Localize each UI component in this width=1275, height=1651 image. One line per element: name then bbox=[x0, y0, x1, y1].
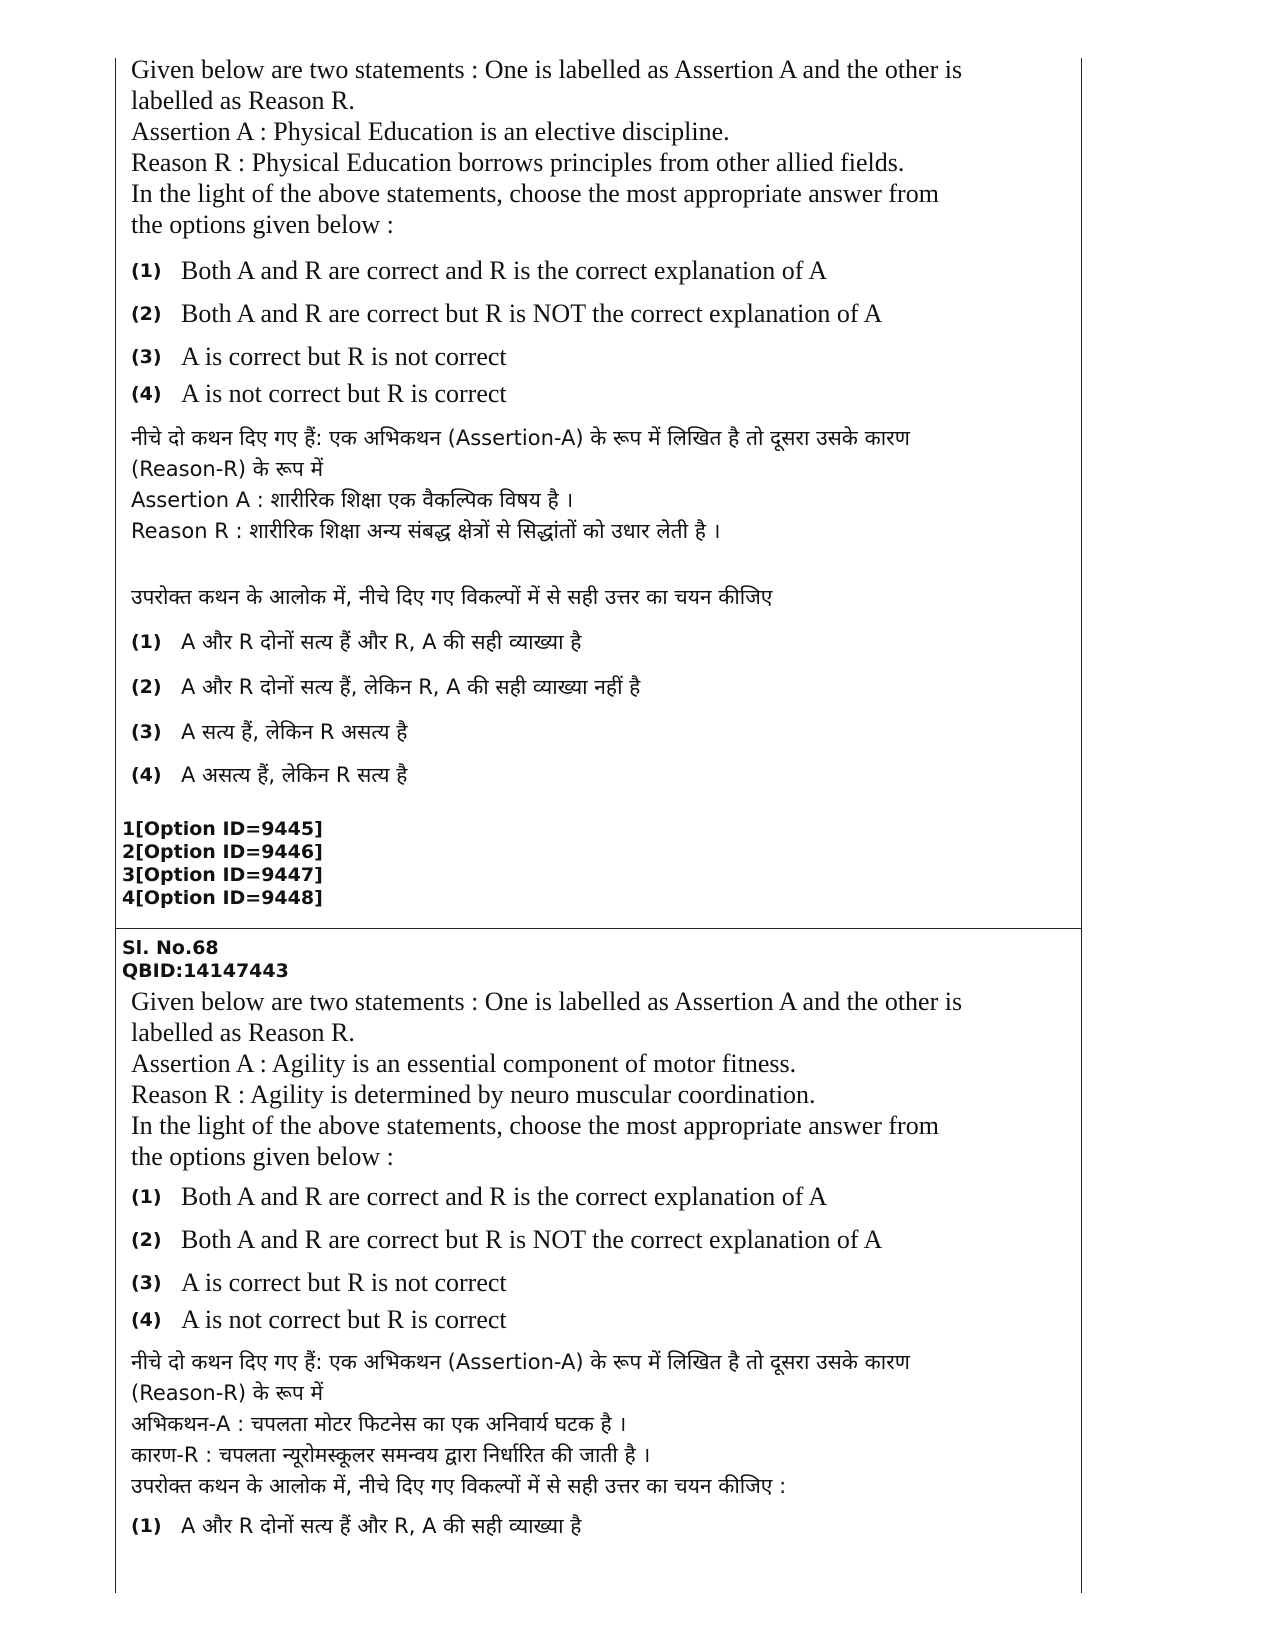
option-number: (3) bbox=[131, 346, 162, 368]
stem-line: Reason R : Agility is determined by neuro muscular coordination. bbox=[131, 1080, 816, 1109]
q67-en-option-1 bbox=[131, 256, 827, 286]
option-number: (1) bbox=[131, 260, 162, 282]
option-id: 3[Option ID=9447] bbox=[122, 864, 323, 886]
stem-line: In the light of the above statements, choose the most appropriate answer from bbox=[131, 1111, 939, 1140]
option-text: A सत्य हैं, लेकिन R असत्य है bbox=[181, 720, 408, 744]
q67-option-ids bbox=[122, 818, 323, 910]
stem-line: Assertion A : Agility is an essential component of motor fitness. bbox=[131, 1049, 797, 1078]
stem-line: Assertion A : Physical Education is an elective discipline. bbox=[131, 117, 730, 146]
q67-hi-option-3 bbox=[131, 718, 407, 746]
option-text: Both A and R are correct but R is NOT the correct explanation of A bbox=[181, 1225, 883, 1254]
option-text: Both A and R are correct and R is the correct explanation of A bbox=[181, 1182, 828, 1211]
stem-line: Given below are two statements : One is labelled as Assertion A and the other is bbox=[131, 987, 963, 1016]
option-number: (1) bbox=[131, 1186, 162, 1208]
question-divider bbox=[115, 928, 1082, 929]
option-number: (3) bbox=[131, 1272, 162, 1294]
option-number: (2) bbox=[131, 303, 162, 325]
option-text: A असत्य हैं, लेकिन R सत्य है bbox=[181, 763, 408, 787]
stem-line: Given below are two statements : One is labelled as Assertion A and the other is bbox=[131, 55, 963, 84]
option-text: Both A and R are correct but R is NOT the correct explanation of A bbox=[181, 299, 883, 328]
stem-line: नीचे दो कथन दिए गए हैं: एक अभिकथन (Assertion-A) के रूप में लिखित है तो दूसरा उसके कारण bbox=[131, 1350, 910, 1374]
option-text: A is not correct but R is correct bbox=[181, 379, 507, 408]
option-id: 2[Option ID=9446] bbox=[122, 841, 323, 863]
option-text: Both A and R are correct and R is the correct explanation of A bbox=[181, 256, 828, 285]
stem-line: labelled as Reason R. bbox=[131, 1018, 355, 1047]
q68-en-option-2 bbox=[131, 1225, 882, 1255]
q67-en-option-4 bbox=[131, 379, 507, 409]
q68-en-option-1 bbox=[131, 1182, 827, 1212]
stem-line: the options given below : bbox=[131, 210, 394, 239]
option-number: (2) bbox=[131, 676, 162, 698]
stem-line: (Reason-R) के रूप में bbox=[131, 457, 324, 481]
instruction-line: उपरोक्त कथन के आलोक में, नीचे दिए गए विकल्पों में से सही उत्तर का चयन कीजिए bbox=[131, 585, 773, 609]
stem-line: कारण-R : चपलता न्यूरोमस्कूलर समन्वय द्वारा निर्धारित की जाती है । bbox=[131, 1443, 651, 1467]
stem-line: Assertion A : शारीरिक शिक्षा एक वैकल्पिक विषय है । bbox=[131, 488, 574, 512]
option-text: A और R दोनों सत्य हैं, लेकिन R, A की सही व्याख्या नहीं है bbox=[181, 675, 641, 699]
stem-line: the options given below : bbox=[131, 1142, 394, 1171]
option-text: A और R दोनों सत्य हैं और R, A की सही व्याख्या है bbox=[181, 630, 582, 654]
stem-line: In the light of the above statements, choose the most appropriate answer from bbox=[131, 179, 939, 208]
option-number: (4) bbox=[131, 764, 162, 786]
stem-line: उपरोक्त कथन के आलोक में, नीचे दिए गए विकल्पों में से सही उत्तर का चयन कीजिए : bbox=[131, 1474, 787, 1498]
option-id: 1[Option ID=9445] bbox=[122, 818, 323, 840]
q68-english-stem bbox=[131, 986, 1061, 1172]
q67-hi-option-1 bbox=[131, 628, 581, 656]
serial-number: Sl. No.68 bbox=[122, 937, 219, 959]
option-number: (4) bbox=[131, 1309, 162, 1331]
option-text: A is not correct but R is correct bbox=[181, 1305, 507, 1334]
option-text: A is correct but R is not correct bbox=[181, 342, 507, 371]
q68-hindi-stem bbox=[131, 1347, 1061, 1502]
option-number: (2) bbox=[131, 1229, 162, 1251]
q68-en-option-3 bbox=[131, 1268, 507, 1298]
q67-hindi-instruction bbox=[131, 582, 1061, 613]
option-number: (1) bbox=[131, 631, 162, 653]
q67-hi-option-2 bbox=[131, 673, 640, 701]
q67-hindi-stem bbox=[131, 423, 1061, 547]
option-id: 4[Option ID=9448] bbox=[122, 887, 323, 909]
stem-line: Reason R : शारीरिक शिक्षा अन्य संबद्ध क्षेत्रों से सिद्धांतों को उधार लेती है । bbox=[131, 519, 721, 543]
q68-header bbox=[122, 937, 289, 983]
option-number: (3) bbox=[131, 721, 162, 743]
option-text: A is correct but R is not correct bbox=[181, 1268, 507, 1297]
q67-en-option-2 bbox=[131, 299, 882, 329]
stem-line: नीचे दो कथन दिए गए हैं: एक अभिकथन (Assertion-A) के रूप में लिखित है तो दूसरा उसके कारण bbox=[131, 426, 910, 450]
option-text: A और R दोनों सत्य हैं और R, A की सही व्याख्या है bbox=[181, 1514, 582, 1538]
option-number: (4) bbox=[131, 383, 162, 405]
question-bank-id: QBID:14147443 bbox=[122, 960, 289, 982]
q68-en-option-4 bbox=[131, 1305, 507, 1335]
q68-hi-option-1 bbox=[131, 1512, 581, 1540]
stem-line: labelled as Reason R. bbox=[131, 86, 355, 115]
stem-line: (Reason-R) के रूप में bbox=[131, 1381, 324, 1405]
q67-hi-option-4 bbox=[131, 761, 407, 789]
stem-line: अभिकथन-A : चपलता मोटर फिटनेस का एक अनिवार्य घटक है । bbox=[131, 1412, 627, 1436]
stem-line: Reason R : Physical Education borrows principles from other allied fields. bbox=[131, 148, 905, 177]
option-number: (1) bbox=[131, 1515, 162, 1537]
q67-english-stem bbox=[131, 54, 1061, 240]
q67-en-option-3 bbox=[131, 342, 507, 372]
